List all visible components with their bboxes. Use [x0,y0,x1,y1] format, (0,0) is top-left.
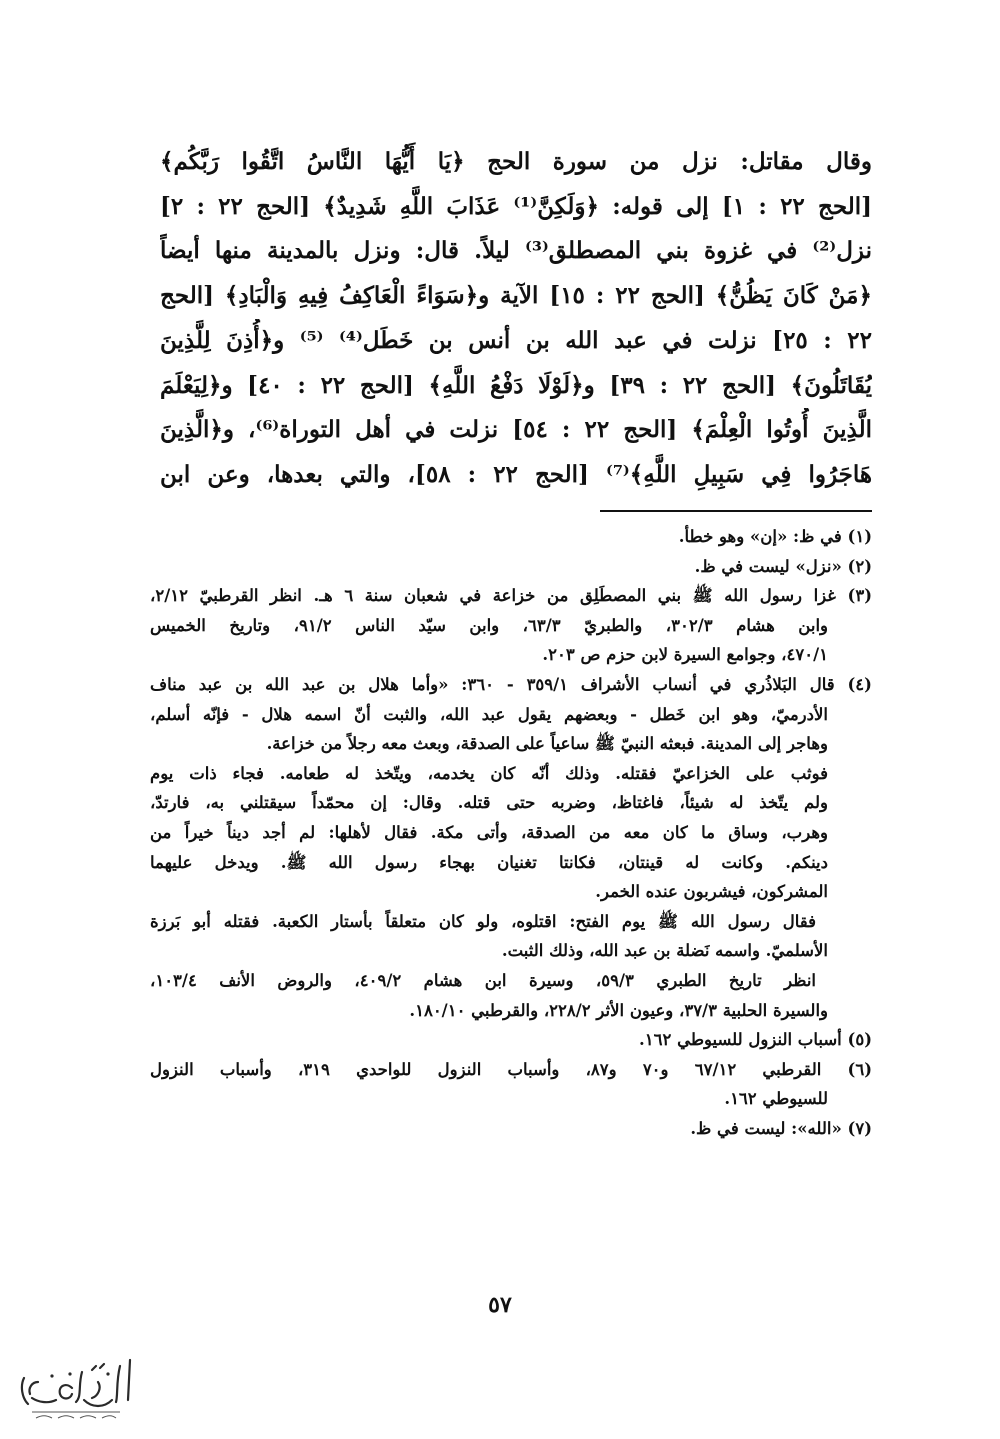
footnote-line: للسيوطي ١٦٢. [724,1089,828,1109]
calligraphy-logo-icon [12,1352,140,1424]
footnote-line: (٧) «الله»: ليست في ظ. [690,1118,872,1138]
footnote-line: دينكم. وكانت له قينتان، فكانتا تغنيان بهجاء رسول الله ﷺ. ويدخل عليهما [150,852,828,872]
footnote-line: الأدرميّ، وهو ابن خَطل - وبعضهم يقول عبد الله، والثبت أنّ اسمه هلال - فإنّه أسلم، [150,704,828,724]
footnote-line: الأسلميّ. واسمه نَضلة بن عبد الله، وذلك الثبت. [501,941,828,961]
page-number: ٥٧ [488,1292,512,1318]
main-text-line: الَّذِينَ أُوتُوا الْعِلْمَ﴾ [الحج ٢٢ : ٥٤] نزلت في أهل التوراة⁽⁶⁾، و﴿الَّذِينَ [160,416,872,444]
main-text-line: وقال مقاتل: نزل من سورة الحج ﴿يَا أَيُّهَا النَّاسُ اتَّقُوا رَبَّكُم﴾ [160,148,872,175]
main-text-block [160,140,872,498]
main-text-line: ٢٢ : ٢٥] نزلت في عبد الله بن أنس بن خَطَل⁽⁴⁾ ⁽⁵⁾ و﴿أُذِنَ لِلَّذِينَ [160,326,872,354]
footnote-line: وابن هشام ٣٠٢/٣، والطبريّ ٦٣/٣، وابن سيّد الناس ٩١/٢، وتاريخ الخميس [150,615,829,635]
footnote-line: (١) في ظ: «إن» وهو خطأ. [678,527,872,546]
footnote-line: ٤٧٠/١، وجوامع السيرة لابن حزم ص ٢٠٣. [542,645,828,665]
footnote-line: (٢) «نزل» ليست في ظ. [694,556,872,576]
main-text-line: هَاجَرُوا فِي سَبِيلِ اللَّهِ﴾⁽⁷⁾ [الحج ٢٢ : ٥٨]، والتي بعدها، وعن ابن [160,460,872,488]
publisher-logo [12,1352,140,1424]
footnote-line: (٦) القرطبي ٦٧/١٢ و٧٠ و٨٧، وأسباب النزول للواحدي ٣١٩، وأسباب النزول [150,1059,872,1079]
footnote-line: (٣) غزا رسول الله ﷺ بني المصطَلِق من خزاعة في شعبان سنة ٦ هـ. انظر القرطبيّ ٢/١٢، [150,586,872,606]
footnote-line: ولم يتّخذ له شيئاً، فاغتاظ، وضربه حتى قتله. وقال: إن محمّداً سيقتلني به، فارتدّ، [150,793,828,813]
footnote-line: (٤) قال البَلاذُري في أنساب الأشراف ٣٥٩/١ - ٣٦٠: «وأما هلال بن عبد الله بن عبد مناف [150,674,872,694]
main-text-line: [الحج ٢٢ : ١] إلى قوله: ﴿وَلَكِنَّ⁽¹⁾ عَذَابَ اللَّهِ شَدِيدٌ﴾ [الحج ٢٢ : ٢] [160,192,872,220]
footnote-line: فوثب على الخزاعيّ فقتله. وذلك أنّه كان يخدمه، ويتّخذ له طعامه. فجاء ذات يوم [150,763,828,783]
footnote-line: فقال رسول الله ﷺ يوم الفتح: اقتلوه، ولو كان متعلقاً بأستار الكعبة. فقتله أبو بَرزة [150,911,816,931]
footnote-line: المشركون، فيشربون عنده الخمر. [595,882,828,902]
footnote-line: وهرب، وساق ما كان معه من الصدقة، وأتى مكة. فقال لأهلها: لم أجد ديناً خيراً من [150,822,828,842]
main-text-line: يُقَاتَلُونَ﴾ [الحج ٢٢ : ٣٩] و﴿لَوْلَا دَفْعُ اللَّهِ﴾ [الحج ٢٢ : ٤٠] و﴿لِيَعْلَمَ [160,371,872,399]
main-text-line: نزل⁽²⁾ في غزوة بني المصطلق⁽³⁾ ليلاً. قال: ونزل بالمدينة منها أيضاً [160,237,872,265]
footnote-line: (٥) أسباب النزول للسيوطي ١٦٢. [638,1030,872,1050]
footnote-line: والسيرة الحلبية ٣٧/٣، وعيون الأثر ٢٢٨/٢، والقرطبي ١٨٠/١٠. [409,1000,828,1020]
main-text-line: ﴿مَنْ كَانَ يَظُنُّ﴾ [الحج ٢٢ : ١٥] الآية و﴿سَوَاءً الْعَاكِفُ فِيهِ وَالْبَادِ﴾ [الحج [160,282,872,310]
footnote-line: انظر تاريخ الطبري ٥٩/٣، وسيرة ابن هشام ٤٠٩/٢، والروض الأنف ١٠٣/٤، [150,970,816,990]
footnote-divider [600,510,872,512]
footnotes-block [150,522,872,1143]
footnote-line: وهاجر إلى المدينة. فبعثه النبيّ ﷺ ساعياً على الصدقة، وبعث معه رجلاً من خزاعة. [266,734,828,754]
